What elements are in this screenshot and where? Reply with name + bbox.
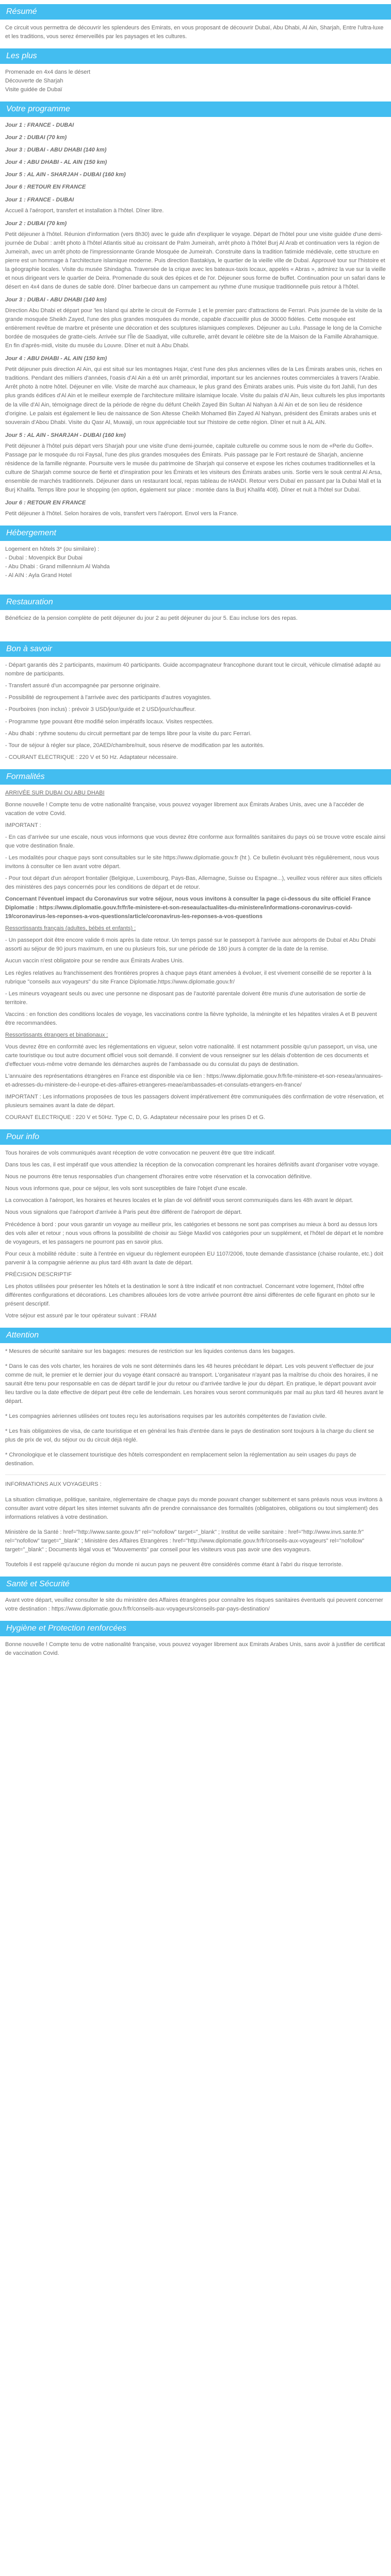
hygiene-text: Bonne nouvelle ! Compte tenu de votre nationalité française, vous pouvez voyager librement aux Emirats Arabes Unis, sans avoir à justifier de certificat de vaccination Covid.: [5, 1641, 385, 1656]
logement-header: Hébergement: [0, 526, 391, 541]
resume-header: Résumé: [0, 4, 391, 20]
pour-info-paragraph: Nous vous informons que, pour ce séjour, les vols sont susceptibles de faire l'objet d'une escale.: [5, 1185, 247, 1192]
attention-paragraph: * Les frais obligatoires de visa, de carte touristique et en général les frais d'entrée dans le pays de destination sont toujours à la charge du client se plus de prix de vol, du séjour ou du circuit déjà réglé.: [5, 1428, 374, 1444]
day-text: Petit déjeuner à l'hôtel. Selon horaires de vols, transfert vers l'aéroport. Envol vers la France.: [5, 511, 238, 517]
pour-info-paragraph: Nous vous signalons que l'aéroport d'arrivée à Paris peut être différent de l'aéroport de départ.: [5, 1209, 242, 1216]
formalites-paragraph: Ressortissants français (adultes, bébés et enfants) :: [5, 925, 136, 932]
formalites-paragraph: - Les mineurs voyageant seuls ou avec une personne ne disposant pas de l'autorité parentale doivent être munis d'une autorisation de sortie de territoire.: [5, 990, 366, 1006]
day-text: Petit déjeuner à l'hôtel. Réunion d'information (vers 8h30) avec le guide afin d'expliquer le voyage. Départ de l'hôtel pour une visite guidée d'une demi-journée de Dubaï : arrêt photo à l'hôtel Atlantis situé au croissant de Palm Jumeirah, arrêt photo à l'hôtel Burj Al Arab et continuation vers la région de Jumeirah, avec un arrêt photo de l'impressionnante Grande Mosquée de Jumeirah. Construite dans la tradition fatimide médiévale, cette structure en pierre est un hommage à l'architecture islamique moderne. Puis direction Bastakiya, le quartier de la vieille ville de Dubaï. Approuvé tour sur l'histoire et la géographie locales. Visite du musée Shindagha. Traversée de la crique avec les bateaux-taxis locaux, appelés « Abras », admirez la vue sur la vieille et nous dirigeant vers le quartier de Deira. Promenade du souk des épices et de l'or. Déjeuner sous forme de buffet. Continuation pour un safari dans le désert en 4x4 dans de dunes de sable doré. Dîner barbecue dans un campement au rythme d'une musique traditionnelle puis retour à l'hôtel.: [5, 231, 386, 290]
formalites-paragraph: Vous devrez être en conformité avec les réglementations en vigueur, selon votre nationalité. Il est notamment possible qu'un passeport, un visa, une carte touristique ou tout autre document officiel vous soit demandé. Il convient de vous renseigner sur les délais d'obtention de ces documents et d'effectuer vous-même votre demande les démarches auprès de l'ambassade ou du consulat du pays de destination.: [5, 1043, 378, 1067]
logement-line: - Abu Dhabi : Grand millennium Al Wahda: [5, 564, 110, 570]
pour-info-paragraph: Les photos utilisées pour présenter les hôtels et la destination le sont à titre indicatif et non contractuel. Concernant votre logement, l'hôtel offre différentes configurations et décorations. Les chambres allouées lors de votre arrivée pourront être ainsi différentes de celle figurant en photo sur le présent descriptif.: [5, 1283, 375, 1307]
pour-info-paragraph: Nous ne pourrons être tenus responsables d'un changement d'horaires entre votre réservation et la convocation définitive.: [5, 1174, 312, 1180]
logement-line: - Al AIN : Ayla Grand Hotel: [5, 572, 72, 579]
bon-savoir-item: - Possibilité de regroupement à l'arrivée avec des participants d'autres voyagistes.: [5, 694, 211, 701]
logement-line: - Dubaï : Movenpick Bur Dubai: [5, 555, 83, 562]
formalites-paragraph: Bonne nouvelle ! Compte tenu de votre nationalité française, vous pouvez voyager librement aux Émirats Arabes Unis, avec une à l'accéder de vacation de votre Covid.: [5, 801, 364, 817]
info-paragraph: Ministère de la Santé : href="http://www.sante.gouv.fr" rel="nofollow" target="_blank" ; Institut de veille sanitaire : href="http://www.invs.sante.fr" rel="nofollow" target="_blank" ; Ministère des Affaires Etrangères : href="http://www.diplomatie.gouv.fr/fr/conseils-aux-voyageurs" rel="nofollow" target="_blank" ; Documents légal vous et "Mouvements" par conseil pour les visiteurs vous pas avoir une des voyageurs.: [5, 1529, 365, 1553]
formalites-paragraph: - Les modalités pour chaque pays sont consultables sur le site https://www.diplomatie.gouv.fr (ht ). Ce bulletin évoluant très régulièrement, nous vous invitons à consulter ce lien avant votre départ.: [5, 855, 379, 870]
attention-paragraph: * Mesures de sécurité sanitaire sur les bagages: mesures de restriction sur les liquides contenus dans les bagages.: [5, 1348, 295, 1354]
info-paragraph: Toutefois il est rappelé qu'aucune région du monde ni aucun pays ne peuvent être considérés comme étant à l'abri du risque terroriste.: [5, 1561, 343, 1568]
day-text: Petit déjeuner puis direction Al Ain, qui est situé sur les montagnes Hajar, c'est l'une des plus anciennes villes de la Les Émirats arabes unis, riches en traditions. Pendant des milliers d'années, l'oasis d'Al Ain a été un arrêt primordial, important sur les anciennes routes commerciales à travers l'Arabie. Arrêt photo à notre hôtel. Déjeuner en ville. Visite de marché aux chameaux, le plus grand des Émirats arabes unis. Puis visite du fort Jahili, l'un des plus grands édifices d'Al Ain et le meilleur exemple de l'architecture militaire islamique locale. Visite du palais d'Al Ain, lieux culturels les plus importants de la ville d'Al Ain, témoignage direct de la période de règne du défunt Cheikh Zayed Bin Sultan Al Nahyan à Al Ain et de son lieu de résidence d'origine. Le palais est également le lieu de naissance de Son Altesse Cheikh Mohamed Bin Zayed Al Nahyan, président des Émirats arabes unis et souverain d'Abou Dhabi. Visite du Qasr Al, Muwaiji, un roux appréciable tout sur l'histoire de cette région. Dîner et nuit à AL AIN.: [5, 366, 385, 426]
day-text: Accueil à l'aéroport, transfert et installation à l'hôtel. Dîner libre.: [5, 207, 164, 214]
formalites-paragraph: Ressortissants étrangers et binationaux :: [5, 1031, 108, 1038]
bon-savoir-item: - Départ garantis dès 2 participants, maximum 40 participants. Guide accompagnateur francophone durant tout le circuit, véhicule climatisé adapté au nombre de participants.: [5, 662, 381, 677]
attention-paragraph: * Dans le cas des vols charter, les horaires de vols ne sont déterminés dans les 48 heures précédant le départ. Les vols peuvent s'effectuer de jour comme de nuit, le premier et le dernier jour du voyage étant consacré au transport. L'organisateur n'ayant pas la maîtrise du choix des horaires, il ne saurait être tenu pour responsable en cas de départ tardif le jour du retour ou d'arrivée tardive le jour du départ. En pratique, le départ pouvant avoir lieu tardive ou la date effective de départ peut être celle de lendemain. Les horaires vous seront communiqués par mail au plus tard 48 heures avant le départ.: [5, 1363, 384, 1405]
attention-paragraph: * Chronologique et le classement touristique des hôtels correspondent en remplacement selon la réglementation au sein usages du pays de destination.: [5, 1452, 356, 1467]
day-title: Jour 1 : FRANCE - DUBAI: [5, 122, 74, 129]
pour-info-paragraph: La convocation à l'aéroport, les horaires et heures locales et le plan de vol définitif vous seront communiqués dans les 48h avant le départ.: [5, 1197, 353, 1204]
pour-info-paragraph: Dans tous les cas, il est impératif que vous attendiez la réception de la convocation comprenant les horaires définitifs avant d'organiser votre voyage.: [5, 1162, 380, 1168]
day-title: Jour 4 : ABU DHABI - AL AIN (150 km): [5, 159, 107, 166]
resume-text: Ce circuit vous permettra de découvrir les splendeurs des Emirats, en vous proposant de découvrir Dubaï, Abu Dhabi, Al Ain, Sharjah, Entre l'ultra-luxe et les traditions, vous serez émerveillés par les paysages et les cultures.: [5, 25, 384, 40]
sante-header: Santé et Sécurité: [0, 1577, 391, 1592]
plus-header: Les plus: [0, 48, 391, 64]
logement-line: Logement en hôtels 3* (ou similaire) :: [5, 546, 100, 553]
formalites-paragraph: Aucun vaccin n'est obligatoire pour se rendre aux Émirats Arabes Unis.: [5, 958, 184, 964]
logement-section: [0, 526, 391, 587]
plus-item: Découverte de Sharjah: [5, 78, 63, 84]
restauration-text: Bénéficiez de la pension complète de petit déjeuner du jour 2 au petit déjeuner du jour 5. Eau incluse lors des repas.: [5, 615, 298, 622]
plus-item: Promenade en 4x4 dans le désert: [5, 69, 91, 76]
bon-savoir-item: - Pourboires (non inclus) : prévoir 3 USD/jour/guide et 2 USD/jour/chauffeur.: [5, 706, 196, 713]
day-title: Jour 4 : ABU DHABI - AL AIN (150 km): [5, 355, 107, 362]
formalites-paragraph: - Un passeport doit être encore valide 6 mois après la date retour. Un temps passé sur le passeport à l'arrivée aux aéroports de Dubaï et Abu Dhabi assorti au séjour de 90 jours maximum, en une ou plusieurs fois, sur une période de 180 jours à compter de la date de la remise.: [5, 937, 376, 953]
programme-header: Votre programme: [0, 101, 391, 117]
formalites-paragraph: - En cas d'arrivée sur une escale, nous vous informons que vous devrez être conforme aux formalités sanitaires du pays où se trouve votre escale ainsi que votre destination finale.: [5, 834, 386, 849]
formalites-paragraph: - Pour tout départ d'un aéroport frontalier (Belgique, Luxembourg, Pays-Bas, Allemagne, Suisse ou Espagne...), veuillez vous référer aux sites officiels des ministères des pays concernés pour les conditions de départ et de retour.: [5, 875, 382, 891]
attention-section: [0, 1328, 391, 1569]
sante-text: Avant votre départ, veuillez consulter le site du ministère des Affaires étrangères pour connaître les risques sanitaires éventuels qui peuvent concerner votre destination : https://www.diplomatie.gouv.fr/fr/conseils-aux-voyageurs/conseils-par-pays-destination/: [5, 1597, 383, 1612]
plus-section: [0, 48, 391, 94]
pour-info-paragraph: PRÉCISION DESCRIPTIF: [5, 1271, 72, 1278]
day-text: Direction Abu Dhabi et départ pour 'les Island qui abrite le circuit de Formule 1 et le premier parc d'attractions de Ferrari. Puis journée de la visite de la grande mosquée Sheikh Zayed, l'une des plus grandes mosquées du monde, capable d'accueillir plus de 30000 fidèles. Cette mosquée est entièrement revêtue de marbre et présente une décoration et des sculptures islamiques complexes. Déjeuner au Lulu. Passage le long de la Corniche bordée de mosquées de gratte-ciels. Arrivée sur l'Île de Saadiyat, ville culturelle, arrêt devant le célèbre site de la Maison de la Famille Abrahamique. En fin d'après-midi, visite du musée du Louvre. Dîner et nuit à Abu Dhabi.: [5, 308, 382, 349]
day-title: Jour 5 : AL AIN - SHARJAH - DUBAI (160 km): [5, 432, 126, 438]
restauration-header: Restauration: [0, 595, 391, 610]
day-text: Petit déjeuner à l'hôtel puis départ vers Sharjah pour une visite d'une demi-journée, capitale culturelle ou comme sous le nom de «Perle du Golfe». Passage par le mosquée du roi Faysal, l'une des plus grandes mosquées des Émirats. Puis passage par le Fort restauré de Sharjah, ancienne résidence de la famille régnante. Poursuite vers le musée du patrimoine de Sharjah qui conserve et expose les riches coutumes traditionnelles et la culture de Sharjah comme source de fierté et d'inspiration pour les Émirats et les visiteurs des Émirats arabes unis. Sortie vers le souk central Al Arsa, ensemble de marchés traditionnels. Déjeuner dans un restaurant local, repas tableau de HANDI. Retour vers Dubaï en passant par la Dubai Mall et la Burj Khalifa. Temps libre pour le shopping (en option, également sur place : montée dans la Burj Khalifa 408). Dîner et nuit à l'hôtel sur Dubaï.: [5, 443, 382, 493]
bon-savoir-header: Bon à savoir: [0, 641, 391, 657]
formalites-paragraph: COURANT ELECTRIQUE : 220 V et 50Hz. Type C, D, G. Adaptateur nécessaire pour les prises D et G.: [5, 1114, 265, 1121]
day-title: Jour 1 : FRANCE - DUBAI: [5, 196, 74, 203]
day-title: Jour 6 : RETOUR EN FRANCE: [5, 499, 86, 506]
hygiene-section: [0, 1621, 391, 1658]
pour-info-paragraph: Tous horaires de vols communiqués avant réception de votre convocation ne peuvent être que titre indicatif.: [5, 1150, 276, 1157]
bon-savoir-item: - Programme type pouvant être modifié selon impératifs locaux. Visites respectées.: [5, 718, 214, 725]
bon-savoir-item: - Transfert assuré d'un accompagnée par personne originaire.: [5, 683, 161, 689]
day-title: Jour 3 : DUBAI - ABU DHABI (140 km): [5, 147, 107, 154]
pour-info-section: [0, 1129, 391, 1320]
hygiene-header: Hygiène et Protection renforcées: [0, 1621, 391, 1636]
formalites-paragraph: L'annuaire des représentations étrangères en France est disponible via ce lien : https://www.diplomatie.gouv.fr/fr/le-ministere-et-son-reseau/annuaires-et-adresses-du-ministere-de-l-europe-et-des-affaires-etrangeres-meae/ambassades-et-consulats-etrangers-en-france/: [5, 1073, 383, 1089]
day-title: Jour 2 : DUBAI (70 km): [5, 134, 67, 141]
formalites-section: [0, 769, 391, 1123]
formalites-header: Formalités: [0, 769, 391, 785]
day-title: Jour 6 : RETOUR EN FRANCE: [5, 184, 86, 191]
day-title: Jour 3 : DUBAI - ABU DHABI (140 km): [5, 296, 107, 303]
attention-header: Attention: [0, 1328, 391, 1343]
formalites-paragraph: IMPORTANT :: [5, 822, 41, 828]
pour-info-paragraph: Précédence à bord : pour vous garantir un voyage au meilleur prix, les catégories et bessons ne sont pas comprises au mieux à bord au dessus lors des vols aller et retour ; nous vous offrons la possibilité de choisir au Siège Maxlid vos catégories pour un supplément, et l'hôtel de départ et le nombre de voyageurs, et les passagers ne pourront pas en savoir plus.: [5, 1221, 384, 1245]
plus-item: Visite guidée de Dubaï: [5, 87, 62, 93]
formalites-paragraph: IMPORTANT : Les informations proposées de tous les passagers doivent impérativement être communiquées dès confirmation de votre réservation, et plusieurs semaines avant la date de départ.: [5, 1094, 384, 1109]
bon-savoir-item: - Tour de séjour à régler sur place, 20AED/chambre/nuit, sous réserve de modification par les autorités.: [5, 742, 265, 749]
restauration-section: [0, 595, 391, 634]
day-title: Jour 5 : AL AIN - SHARJAH - DUBAI (160 km): [5, 172, 126, 178]
pour-info-paragraph: Pour ceux à mobilité réduite : suite à l'entrée en vigueur du règlement européen EU 1107/2006, toute demande d'assistance (chaise roulante, etc.) doit parvenir à la compagnie aérienne au plus tard 48h avant la date de départ.: [5, 1250, 383, 1266]
info-heading: INFORMATIONS AUX VOYAGEURS :: [5, 1481, 102, 1488]
pour-info-paragraph: Votre séjour est assuré par le tour opérateur suivant : FRAM: [5, 1312, 157, 1319]
day-title: Jour 2 : DUBAI (70 km): [5, 220, 67, 227]
formalites-heading: ARRIVÉE SUR DUBAI OU ABU DHABI: [5, 789, 105, 796]
sante-section: [0, 1577, 391, 1614]
info-paragraph: La situation climatique, politique, sanitaire, réglementaire de chaque pays du monde pouvant changer subitement et sans préavis nous vous invitons à consulter avant votre départ les sites internet suivants afin de prendre connaissance des formalités (obligatoires, obligations ou tout simplement) des informations relatives à votre destination.: [5, 1496, 383, 1520]
attention-paragraph: * Les compagnies aériennes utilisées ont toutes reçu les autorisations requises par les autorités compétentes de l'aviation civile.: [5, 1413, 327, 1420]
pour-info-header: Pour info: [0, 1129, 391, 1145]
formalites-paragraph: Concernant l'éventuel impact du Coronavirus sur votre séjour, nous vous invitons à consulter la page ci-dessous du site officiel France Diplomatie : https://www.diplomatie.gouv.fr/fr/le-ministere-et-son-reseau/actualites-du-ministere/informations-coronavirus-covid-19/coronavirus-les-reponses-a-vos-questions/article/coronavirus-les-reponses-a-vos-questions: [5, 896, 371, 920]
bon-savoir-section: [0, 641, 391, 761]
formalites-paragraph: Les règles relatives au franchissement des frontières propres à chaque pays étant amenées à évoluer, il est vivement conseillé de se reporter à la rubrique "conseils aux voyageurs" du site France Diplomatie.https://www.diplomatie.gouv.fr/: [5, 970, 371, 985]
programme-section: [0, 101, 391, 518]
bon-savoir-item: - Abu dhabi : rythme soutenu du circuit permettant par de temps libre pour la visite du parc Ferrari.: [5, 730, 252, 737]
bon-savoir-item: - COURANT ELECTRIQUE : 220 V et 50 Hz. Adaptateur nécessaire.: [5, 754, 178, 760]
formalites-paragraph: Vaccins : en fonction des conditions locales de voyage, les vaccinations contre la fièvre typhoïde, la méningite et les hépatites virales A et B peuvent être recommandées.: [5, 1011, 377, 1026]
resume-section: [0, 4, 391, 41]
